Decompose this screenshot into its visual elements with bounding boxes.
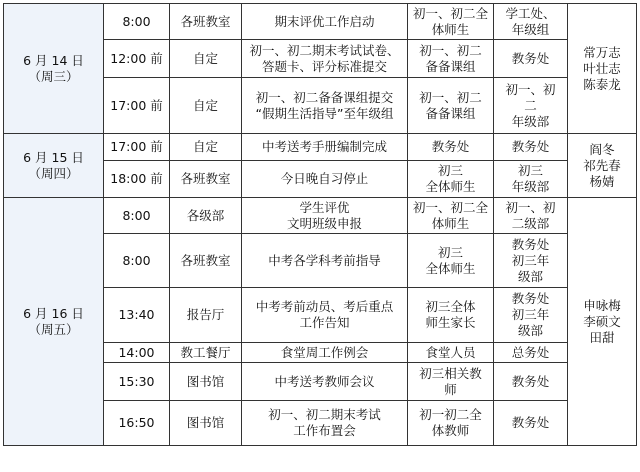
content-cell xyxy=(242,343,408,363)
table-row xyxy=(4,134,637,161)
weekday-text: （周四） xyxy=(28,165,79,181)
place-cell xyxy=(170,4,242,40)
content-cell xyxy=(242,198,408,234)
participants-cell xyxy=(408,4,494,40)
place-cell xyxy=(170,288,242,343)
participants-cell-text: 初一初二全 体教师 xyxy=(419,407,482,438)
participants-cell-text: 初三全体 师生家长 xyxy=(425,299,476,330)
time-cell-text: 18:00 前 xyxy=(110,171,163,186)
dept-cell xyxy=(494,343,568,363)
date-text: 6 月 14 日 xyxy=(23,52,84,68)
content-cell xyxy=(242,401,408,446)
time-cell-text: 13:40 xyxy=(118,307,155,322)
participants-cell xyxy=(408,198,494,234)
time-cell-text: 14:00 xyxy=(118,344,155,360)
participants-cell xyxy=(408,161,494,198)
staff-cell-text: 申咏梅 李硕文 田甜 xyxy=(583,297,621,345)
participants-cell-text: 初一、初二 备备课组 xyxy=(419,42,482,74)
participants-cell-text: 初一、初二 备备课组 xyxy=(419,89,482,121)
time-cell xyxy=(104,134,170,161)
content-cell xyxy=(242,363,408,401)
place-cell-text: 教工餐厅 xyxy=(180,344,231,360)
participants-cell-text: 初三 全体师生 xyxy=(425,244,476,276)
participants-cell-text: 初一、初二全 体师生 xyxy=(412,5,488,37)
dept-cell-text: 总务处 xyxy=(511,344,550,360)
content-cell-text: 食堂周工作例会 xyxy=(280,344,369,360)
content-cell-text: 中考送考教师会议 xyxy=(274,373,375,389)
content-cell xyxy=(242,4,408,40)
content-cell xyxy=(242,161,408,198)
time-cell-text: 8:00 xyxy=(122,207,151,223)
dept-cell xyxy=(494,234,568,288)
participants-cell xyxy=(408,343,494,363)
time-cell xyxy=(104,363,170,401)
time-cell xyxy=(104,234,170,288)
place-cell xyxy=(170,343,242,363)
place-cell-text: 图书馆 xyxy=(186,415,225,430)
staff-cell xyxy=(568,198,637,446)
content-cell xyxy=(242,288,408,343)
time-cell xyxy=(104,343,170,363)
participants-cell-text: 初一、初二全 体师生 xyxy=(412,199,488,231)
time-cell-text: 17:00 前 xyxy=(110,97,163,113)
time-cell-text: 8:00 xyxy=(122,13,151,29)
content-cell-text: 初一、初二期末考试试卷、 答题卡、评分标准提交 xyxy=(249,42,400,74)
content-cell xyxy=(242,134,408,161)
place-cell-text: 自定 xyxy=(192,139,218,154)
content-cell-text: 期末评优工作启动 xyxy=(274,13,375,29)
staff-cell-text: 常万志 叶壮志 陈泰龙 xyxy=(583,44,621,92)
place-cell xyxy=(170,401,242,446)
time-cell xyxy=(104,4,170,40)
participants-cell-text: 食堂人员 xyxy=(425,344,476,360)
participants-cell-text: 教务处 xyxy=(431,139,470,154)
place-cell xyxy=(170,234,242,288)
place-cell-text: 各级部 xyxy=(186,207,225,223)
weekday-text: （周五） xyxy=(28,321,79,337)
time-cell xyxy=(104,288,170,343)
place-cell-text: 自定 xyxy=(192,50,218,66)
time-cell xyxy=(104,161,170,198)
time-cell-text: 8:00 xyxy=(122,252,151,268)
content-cell-text: 初一、初二备备课组提交 “假期生活指导”至年级组 xyxy=(255,89,394,121)
participants-cell xyxy=(408,134,494,161)
time-cell xyxy=(104,40,170,78)
place-cell xyxy=(170,78,242,134)
date-cell xyxy=(4,4,104,134)
dept-cell xyxy=(494,40,568,78)
content-cell xyxy=(242,234,408,288)
place-cell-text: 报告厅 xyxy=(186,307,225,322)
dept-cell xyxy=(494,401,568,446)
content-cell-text: 学生评优 文明班级申报 xyxy=(286,199,362,231)
time-cell-text: 16:50 xyxy=(118,415,155,430)
dept-cell xyxy=(494,4,568,40)
place-cell-text: 自定 xyxy=(192,97,218,113)
place-cell xyxy=(170,198,242,234)
content-cell xyxy=(242,78,408,134)
table-row xyxy=(4,4,637,40)
time-cell xyxy=(104,198,170,234)
staff-cell-text: 阎冬 祁先春 杨婧 xyxy=(583,141,621,189)
dept-cell xyxy=(494,288,568,343)
place-cell xyxy=(170,363,242,401)
place-cell xyxy=(170,40,242,78)
participants-cell xyxy=(408,40,494,78)
weekday-text: （周三） xyxy=(28,68,79,84)
content-cell-text: 中考送考手册编制完成 xyxy=(261,139,387,154)
time-cell-text: 15:30 xyxy=(118,373,155,389)
staff-cell xyxy=(568,134,637,198)
dept-cell-text: 教务处 xyxy=(511,373,550,389)
place-cell-text: 图书馆 xyxy=(186,373,225,389)
date-text: 6 月 15 日 xyxy=(23,149,84,165)
dept-cell xyxy=(494,363,568,401)
dept-cell-text: 教务处 xyxy=(511,139,550,154)
time-cell xyxy=(104,78,170,134)
time-cell-text: 12:00 前 xyxy=(110,50,163,66)
schedule-table xyxy=(3,3,637,446)
participants-cell xyxy=(408,78,494,134)
dept-cell xyxy=(494,134,568,161)
dept-cell xyxy=(494,161,568,198)
dept-cell-text: 教务处 初三年 级部 xyxy=(511,236,550,284)
place-cell xyxy=(170,161,242,198)
staff-cell xyxy=(568,4,637,134)
content-cell-text: 中考各学科考前指导 xyxy=(268,252,381,268)
place-cell xyxy=(170,134,242,161)
dept-cell xyxy=(494,78,568,134)
participants-cell-text: 初三相关教 师 xyxy=(419,365,482,397)
place-cell-text: 各班教室 xyxy=(180,13,231,29)
participants-cell xyxy=(408,401,494,446)
table-row xyxy=(4,198,637,234)
participants-cell xyxy=(408,234,494,288)
dept-cell-text: 学工处、 年级组 xyxy=(505,5,556,37)
participants-cell xyxy=(408,288,494,343)
participants-cell xyxy=(408,363,494,401)
content-cell xyxy=(242,40,408,78)
place-cell-text: 各班教室 xyxy=(180,171,231,186)
date-cell xyxy=(4,198,104,446)
dept-cell-text: 初三 年级部 xyxy=(511,163,550,194)
place-cell-text: 各班教室 xyxy=(180,252,231,268)
content-cell-text: 今日晚自习停止 xyxy=(280,171,369,186)
time-cell xyxy=(104,401,170,446)
dept-cell-text: 初一、初 二级部 xyxy=(505,199,556,231)
time-cell-text: 17:00 前 xyxy=(110,139,163,154)
dept-cell-text: 初一、初 二 年级部 xyxy=(505,81,556,129)
content-cell-text: 初一、初二期末考试 工作布置会 xyxy=(268,407,381,438)
dept-cell xyxy=(494,198,568,234)
dept-cell-text: 教务处 xyxy=(511,415,550,430)
participants-cell-text: 初三 全体师生 xyxy=(425,163,476,194)
schedule-body xyxy=(4,4,637,446)
date-text: 6 月 16 日 xyxy=(23,305,84,321)
content-cell-text: 中考考前动员、考后重点 工作告知 xyxy=(255,299,394,330)
dept-cell-text: 教务处 初三年 级部 xyxy=(511,291,550,338)
dept-cell-text: 教务处 xyxy=(511,50,550,66)
date-cell xyxy=(4,134,104,198)
